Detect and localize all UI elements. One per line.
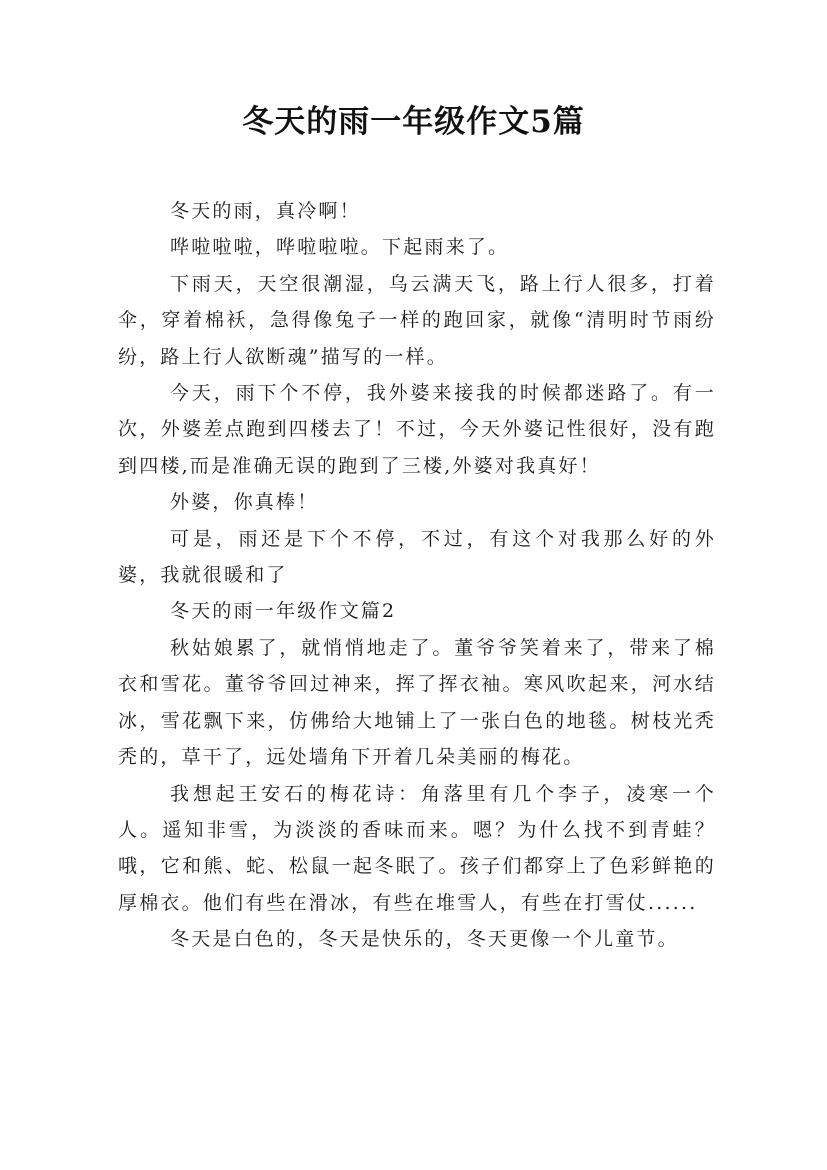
document-body <box>118 193 716 958</box>
paragraph: 外婆，你真棒！ <box>170 491 319 514</box>
paragraph: 可是，雨还是下个不停，不过，有这个对我那么好的外婆，我就很暖和了 <box>118 527 716 587</box>
paragraph: 我想起王安石的梅花诗：角落里有几个李子，凌寒一个人。遥知非雪，为淡淡的香味而来。嗯？为什么找不到青蛙？哦，它和熊、蛇、松鼠一起冬眠了。孩子们都穿上了色彩鲜艳的厚棉衣。他们有些在滑冰，有些在堆雪人，有些在打雪仗...... <box>118 782 716 914</box>
paragraph: 哗啦啦啦，哗啦啦啦。下起雨来了。 <box>170 236 510 259</box>
section-heading: 冬天的雨一年级作文篇2 <box>170 600 397 623</box>
paragraph: 下雨天，天空很潮湿，乌云满天飞，路上行人很多，打着伞，穿着棉袄，急得像兔子一样的跑回家，就像“清明时节雨纷纷，路上行人欲断魂”描写的一样。 <box>118 272 716 368</box>
paragraph: 冬天的雨，真冷啊！ <box>170 200 361 222</box>
paragraph: 秋姑娘累了，就悄悄地走了。董爷爷笑着来了，带来了棉衣和雪花。董爷爷回过神来，挥了挥衣袖。寒风吹起来，河水结冰，雪花飘下来，仿佛给大地铺上了一张白色的地毯。树枝光秃秃的，草干了，远处墙角下开着几朵美丽的梅花。 <box>118 636 716 769</box>
document-title: 冬天的雨一年级作文5篇 <box>242 104 585 140</box>
paragraph: 今天，雨下个不停，我外婆来接我的时候都迷路了。有一次，外婆差点跑到四楼去了！不过，今天外婆记性很好，没有跑到四楼,而是准确无误的跑到了三楼,外婆对我真好！ <box>118 382 716 477</box>
paragraph: 冬天是白色的，冬天是快乐的，冬天更像一个儿童节。 <box>170 928 679 951</box>
